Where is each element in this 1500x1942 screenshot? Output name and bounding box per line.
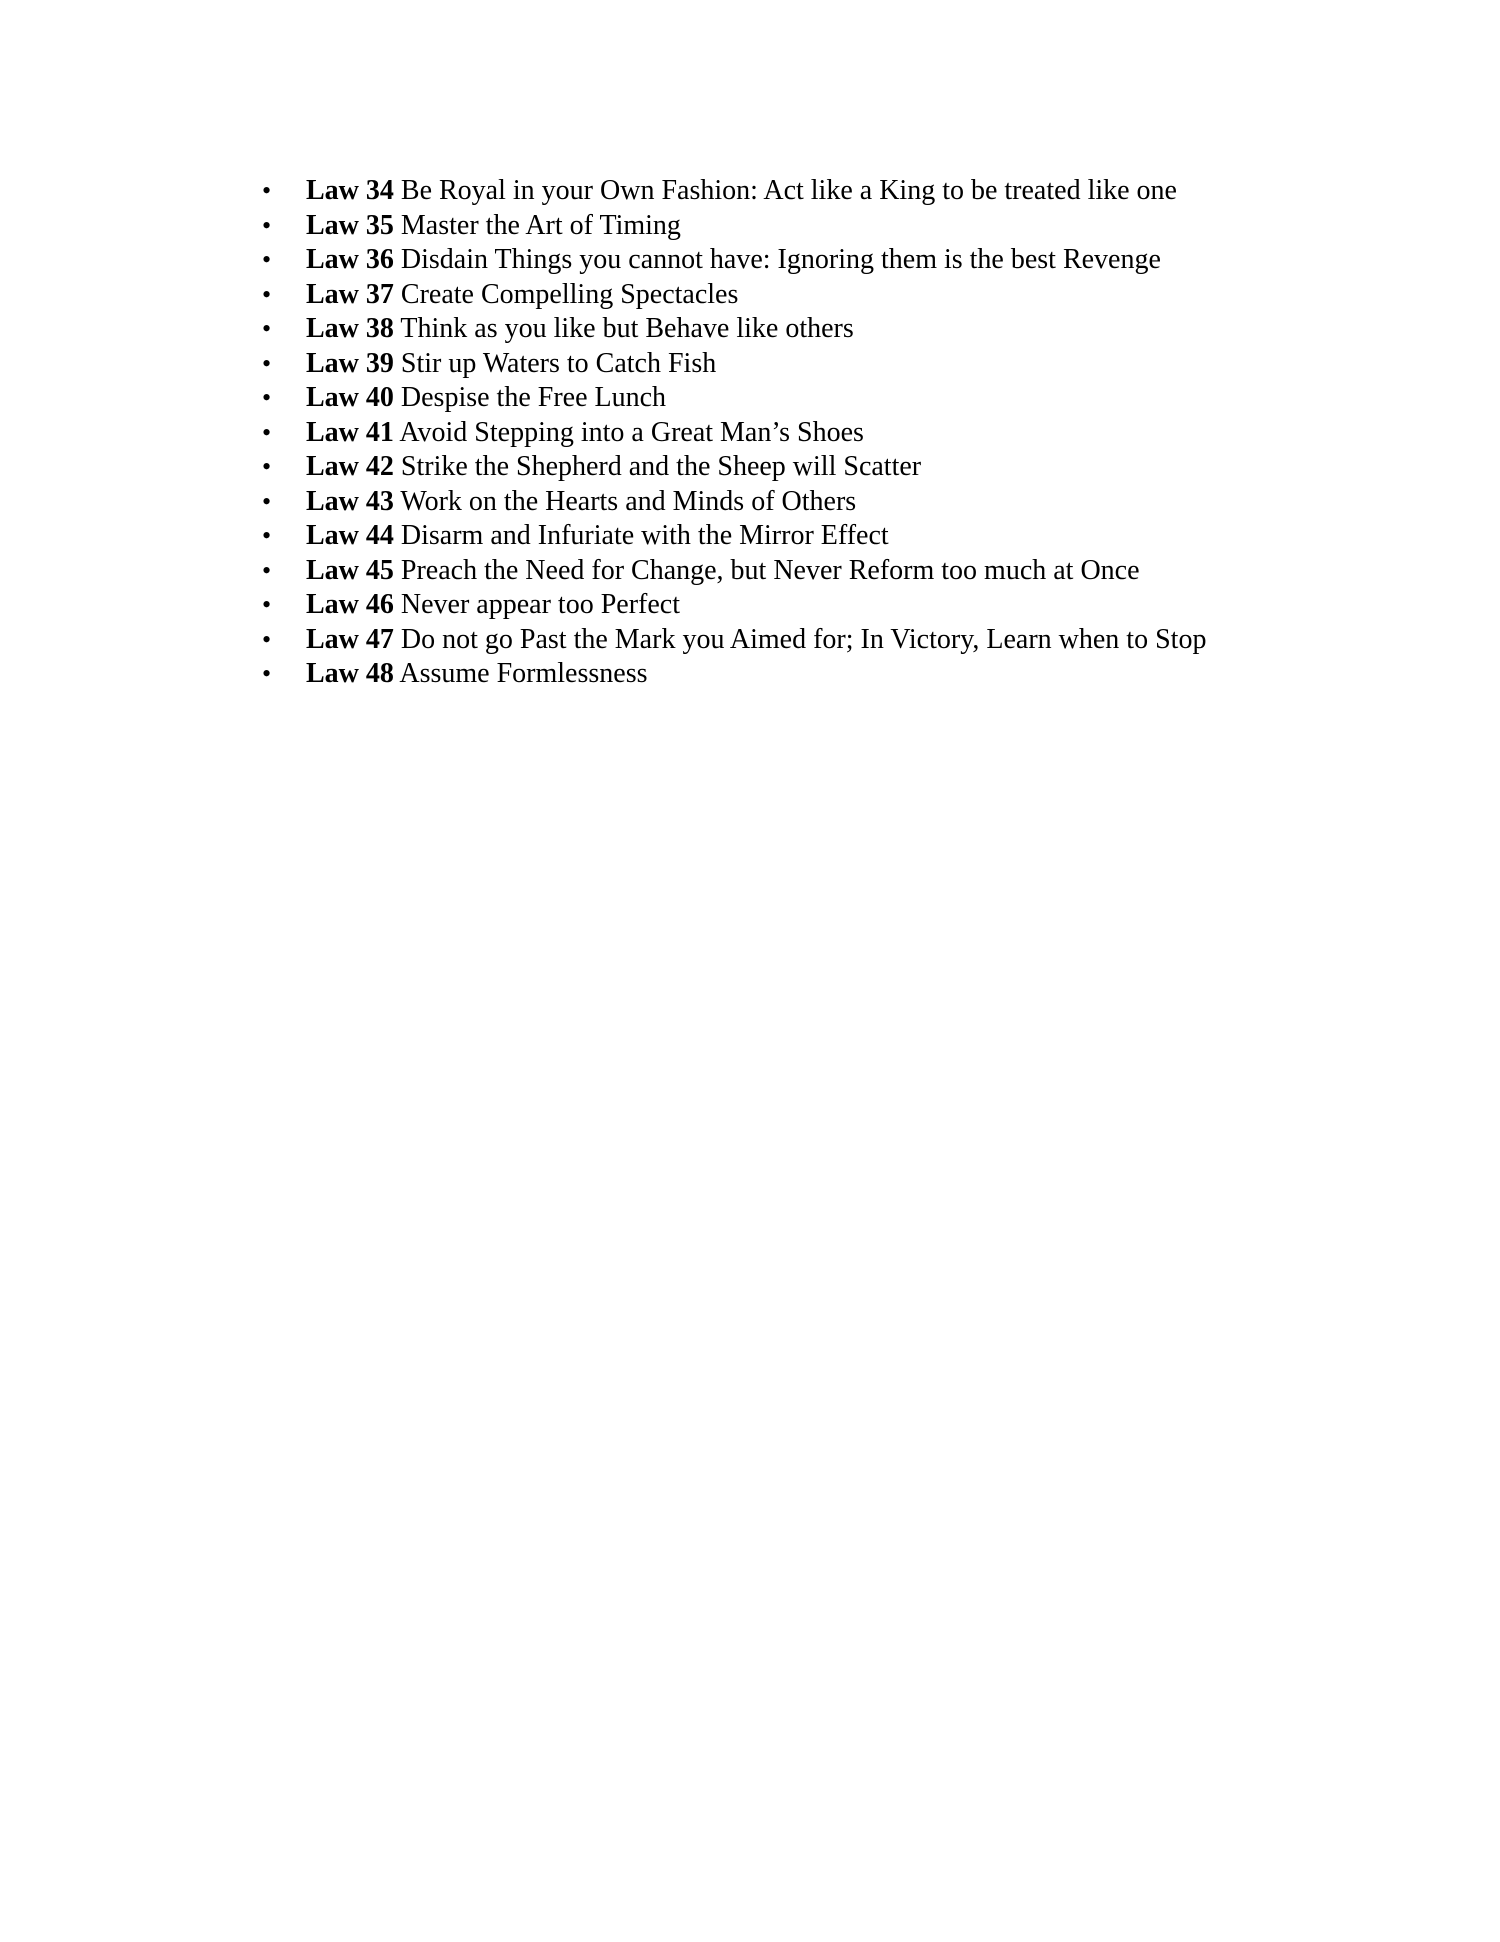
bullet-icon: • bbox=[262, 176, 272, 205]
bullet-icon: • bbox=[262, 521, 272, 550]
bullet-icon: • bbox=[262, 348, 272, 378]
law-entry bbox=[306, 450, 921, 485]
law-title: Stir up Waters to Catch Fish bbox=[400, 347, 717, 379]
law-entry bbox=[306, 485, 856, 520]
law-number: Law 36 bbox=[306, 244, 394, 275]
law-number: Law 47 bbox=[306, 623, 394, 655]
law-title: Create Compelling Spectacles bbox=[400, 278, 739, 310]
bullet-icon: • bbox=[262, 452, 272, 481]
law-number: Law 42 bbox=[306, 451, 394, 482]
law-number: Law 44 bbox=[306, 520, 394, 551]
law-title: Work on the Hearts and Minds of Others bbox=[400, 485, 857, 517]
law-number: Law 41 bbox=[306, 416, 394, 448]
law-title: Despise the Free Lunch bbox=[400, 382, 667, 413]
law-entry bbox=[306, 657, 648, 692]
law-title: Preach the Need for Change, but Never Reform too much at Once bbox=[400, 554, 1140, 586]
law-entry bbox=[306, 554, 1140, 589]
bullet-icon: • bbox=[262, 555, 272, 585]
law-number: Law 35 bbox=[306, 209, 394, 241]
law-entry bbox=[306, 588, 680, 623]
law-entry bbox=[306, 381, 666, 416]
law-entry bbox=[306, 623, 1206, 658]
law-entry bbox=[306, 243, 1161, 278]
law-entry bbox=[306, 416, 864, 451]
law-title: Assume Formlessness bbox=[399, 658, 648, 689]
law-title: Strike the Shepherd and the Sheep will Scatter bbox=[400, 451, 922, 482]
law-title: Master the Art of Timing bbox=[400, 209, 681, 241]
law-entry bbox=[306, 278, 738, 313]
law-title: Never appear too Perfect bbox=[400, 589, 680, 620]
law-number: Law 43 bbox=[306, 485, 394, 517]
law-number: Law 37 bbox=[306, 278, 394, 310]
bullet-icon: • bbox=[262, 659, 272, 688]
law-number: Law 46 bbox=[306, 589, 394, 620]
law-title: Disarm and Infuriate with the Mirror Effect bbox=[400, 520, 889, 551]
law-number: Law 39 bbox=[306, 347, 394, 379]
law-entry bbox=[306, 174, 1177, 209]
bullet-icon: • bbox=[262, 590, 272, 619]
bullet-icon: • bbox=[262, 417, 272, 447]
law-title: Think as you like but Behave like others bbox=[400, 313, 854, 344]
law-title: Disdain Things you cannot have: Ignoring them is the best Revenge bbox=[400, 244, 1161, 275]
law-entry bbox=[306, 347, 716, 382]
law-number: Law 38 bbox=[306, 313, 394, 344]
law-title: Avoid Stepping into a Great Man’s Shoes bbox=[399, 416, 864, 448]
law-number: Law 40 bbox=[306, 382, 394, 413]
law-entry bbox=[306, 312, 854, 347]
law-title: Be Royal in your Own Fashion: Act like a King to be treated like one bbox=[400, 175, 1177, 206]
law-number: Law 45 bbox=[306, 554, 394, 586]
law-number: Law 34 bbox=[306, 175, 394, 206]
law-number: Law 48 bbox=[306, 658, 394, 689]
bullet-icon: • bbox=[262, 314, 272, 343]
bullet-icon: • bbox=[262, 624, 272, 654]
bullet-icon: • bbox=[262, 486, 272, 516]
bullet-icon: • bbox=[262, 210, 272, 240]
law-title: Do not go Past the Mark you Aimed for; In Victory, Learn when to Stop bbox=[400, 623, 1207, 655]
bullet-icon: • bbox=[262, 245, 272, 274]
bullet-icon: • bbox=[262, 279, 272, 309]
law-entry bbox=[306, 519, 889, 554]
law-entry bbox=[306, 209, 681, 244]
bullet-icon: • bbox=[262, 383, 272, 412]
